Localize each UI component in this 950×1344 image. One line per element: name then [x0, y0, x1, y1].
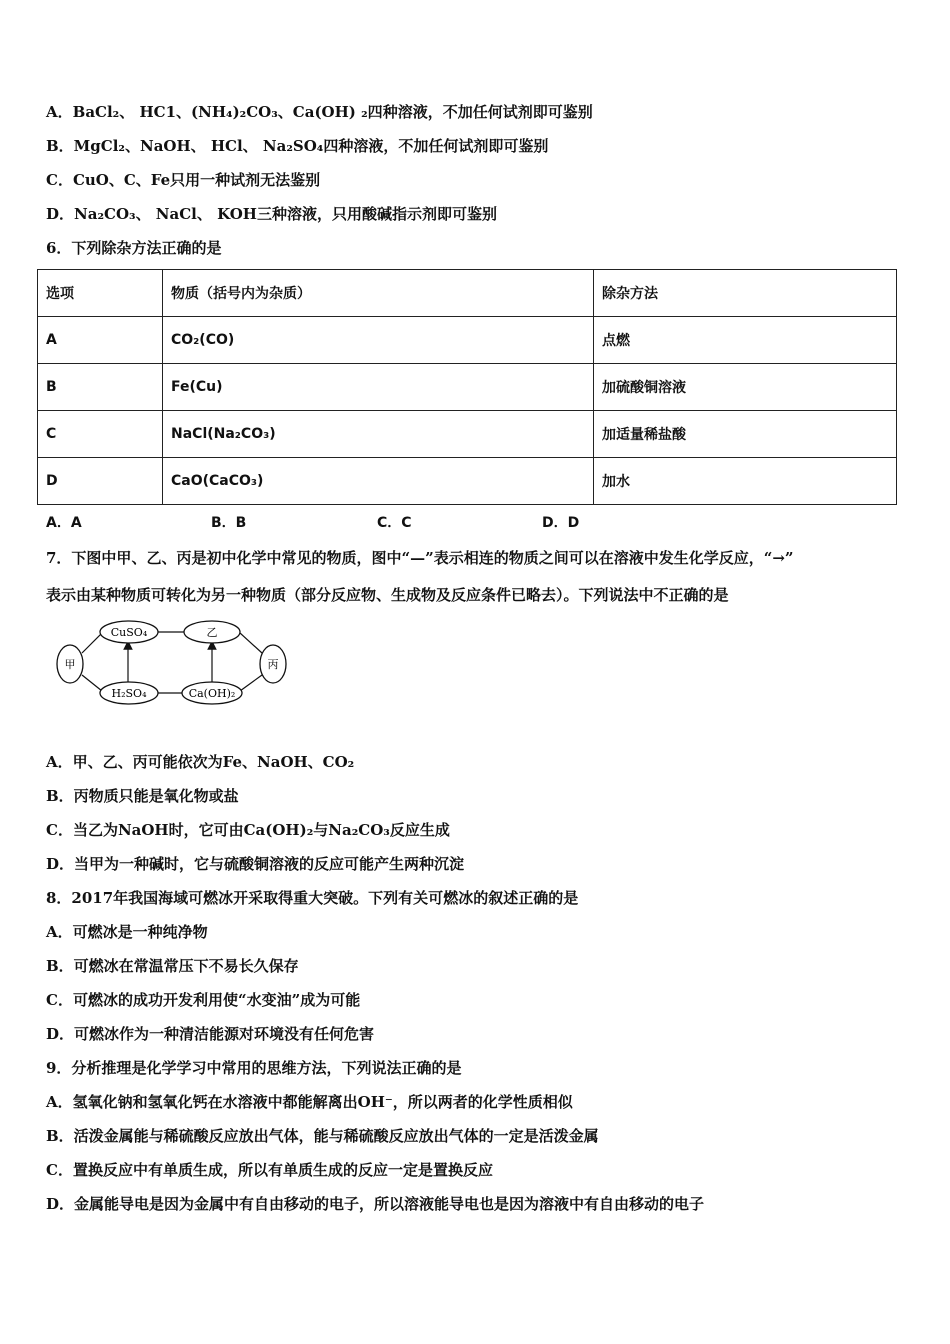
- link-jia-cuso4: [82, 633, 102, 653]
- q5-option-a: A．BaCl₂、 HC1、(NH₄)₂CO₃、Ca(OH) ₂四种溶液，不加任何试剂即可鉴别: [46, 103, 593, 121]
- q6-table: [37, 269, 897, 505]
- q6-stem: 6．下列除杂方法正确的是: [46, 239, 222, 257]
- table-cell: CaO(CaCO₃): [163, 458, 594, 505]
- q5-option-c: C．CuO、C、Fe只用一种试剂无法鉴别: [46, 171, 321, 189]
- table-cell: B: [38, 364, 163, 411]
- q9-option-b: B．活泼金属能与稀硫酸反应放出气体，能与稀硫酸反应放出气体的一定是活泼金属: [46, 1127, 599, 1145]
- reaction-diagram: [52, 617, 292, 711]
- table-row: [38, 411, 897, 458]
- q9-option-c: C．置换反应中有单质生成，所以有单质生成的反应一定是置换反应: [46, 1161, 493, 1179]
- q8-option-a: A．可燃冰是一种纯净物: [46, 923, 208, 941]
- table-cell: D: [38, 458, 163, 505]
- table-header-row: [38, 270, 897, 317]
- table-cell: A: [38, 317, 163, 364]
- table-cell: 加水: [594, 458, 897, 505]
- link-yi-bing: [240, 633, 262, 653]
- table-header-cell: 除杂方法: [594, 270, 897, 317]
- node-jia-label: 甲: [64, 658, 76, 671]
- node-caoh2-label: Ca(OH)₂: [188, 687, 236, 700]
- q6-answer-b: B．B: [211, 515, 247, 531]
- node-h2so4-label: H₂SO₄: [111, 687, 147, 700]
- q7-option-c: C．当乙为NaOH时，它可由Ca(OH)₂与Na₂CO₃反应生成: [46, 821, 450, 839]
- q6-answer-d: D．D: [542, 515, 580, 531]
- table-row: [38, 364, 897, 411]
- table-cell: C: [38, 411, 163, 458]
- q9-option-d: D．金属能导电是因为金属中有自由移动的电子，所以溶液能导电也是因为溶液中有自由移动的电子: [46, 1195, 705, 1213]
- q5-option-b: B．MgCl₂、NaOH、 HCl、 Na₂SO₄四种溶液，不加任何试剂即可鉴别: [46, 137, 549, 155]
- q7-stem-line2: 表示由某种物质可转化为另一种物质（部分反应物、生成物及反应条件已略去）。下列说法中不正确的是: [46, 586, 729, 604]
- q7-option-d: D．当甲为一种碱时，它与硫酸铜溶液的反应可能产生两种沉淀: [46, 855, 465, 873]
- table-header-cell: 物质（括号内为杂质）: [163, 270, 594, 317]
- table-cell: CO₂(CO): [163, 317, 594, 364]
- table-cell: NaCl(Na₂CO₃): [163, 411, 594, 458]
- link-jia-h2so4: [82, 675, 102, 691]
- q8-option-c: C．可燃冰的成功开发利用使“水变油”成为可能: [46, 991, 361, 1009]
- q7-option-a: A．甲、乙、丙可能依次为Fe、NaOH、CO₂: [46, 753, 355, 771]
- table-cell: 加硫酸铜溶液: [594, 364, 897, 411]
- node-bing-label: 丙: [267, 658, 279, 671]
- q7-option-b: B．丙物质只能是氧化物或盐: [46, 787, 239, 805]
- table-cell: 加适量稀盐酸: [594, 411, 897, 458]
- q7-stem-line1: 7．下图中甲、乙、丙是初中化学中常见的物质，图中“—”表示相连的物质之间可以在溶液中发生化学反应，“→”: [46, 549, 794, 567]
- table-header-cell: 选项: [38, 270, 163, 317]
- node-yi-label: 乙: [206, 626, 218, 639]
- q9-option-a: A．氢氧化钠和氢氧化钙在水溶液中都能解离出OH⁻，所以两者的化学性质相似: [46, 1093, 573, 1111]
- table-row: [38, 458, 897, 505]
- link-caoh2-bing: [240, 675, 262, 691]
- node-cuso4-label: CuSO₄: [110, 626, 148, 639]
- q5-option-d: D．Na₂CO₃、 NaCl、 KOH三种溶液，只用酸碱指示剂即可鉴别: [46, 205, 497, 223]
- q6-answer-a: A．A: [46, 515, 82, 531]
- q6-answer-c: C．C: [377, 515, 412, 531]
- table-cell: Fe(Cu): [163, 364, 594, 411]
- q8-option-b: B．可燃冰在常温常压下不易长久保存: [46, 957, 299, 975]
- q8-stem: 8．2017年我国海域可燃冰开采取得重大突破。下列有关可燃冰的叙述正确的是: [46, 889, 579, 907]
- table-cell: 点燃: [594, 317, 897, 364]
- q9-stem: 9．分析推理是化学学习中常用的思维方法，下列说法正确的是: [46, 1059, 462, 1077]
- q8-option-d: D．可燃冰作为一种清洁能源对环境没有任何危害: [46, 1025, 375, 1043]
- table-row: [38, 317, 897, 364]
